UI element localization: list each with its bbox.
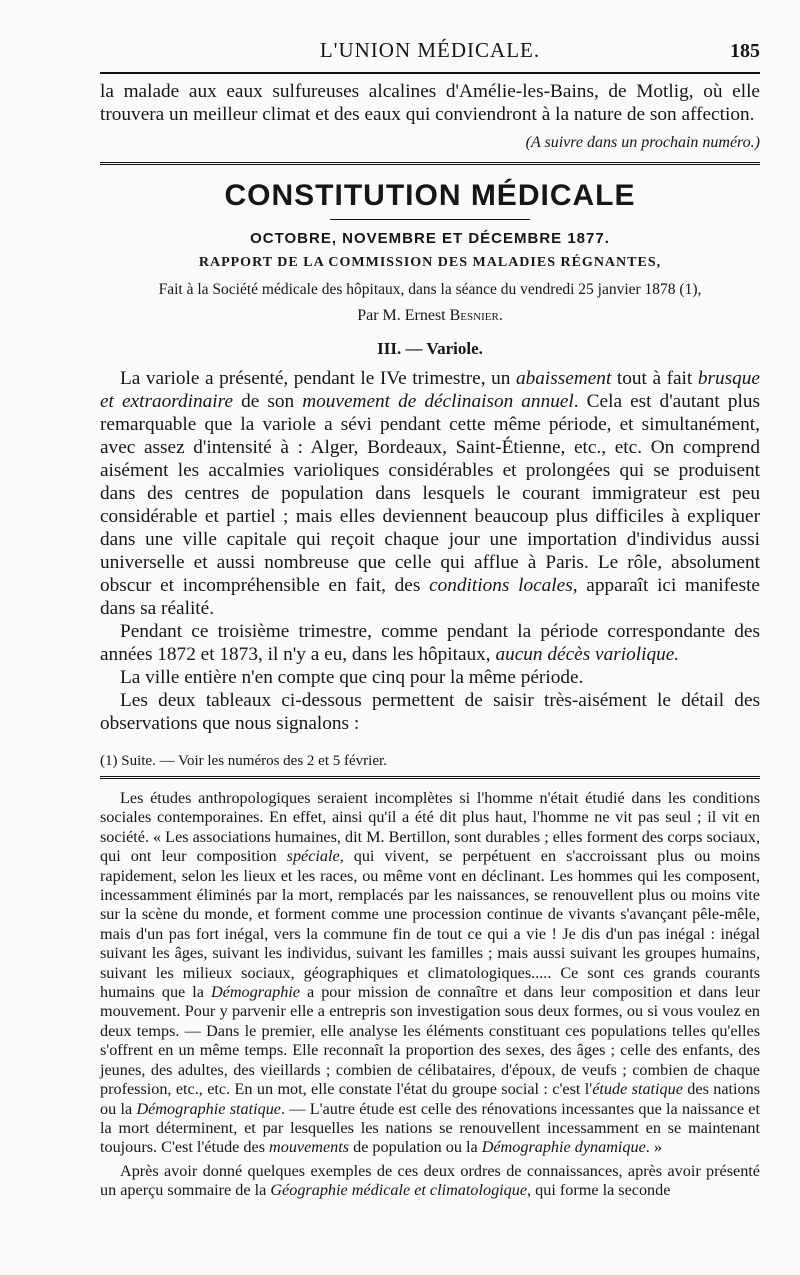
- article-title: CONSTITUTION MÉDICALE: [224, 179, 636, 212]
- feuilleton-paragraph-1: [100, 789, 760, 1158]
- text-run: , qui forme la seconde: [527, 1181, 671, 1200]
- emphasis: brusque et extraordinaire: [100, 368, 760, 412]
- emphasis: mouvement de déclinaison annuel: [302, 391, 574, 412]
- text-run: de population ou la: [349, 1138, 482, 1157]
- article-period: OCTOBRE, NOVEMBRE ET DÉCEMBRE 1877.: [250, 230, 610, 247]
- emphasis: Démographie statique: [136, 1099, 281, 1118]
- emphasis: conditions locales: [429, 575, 573, 596]
- emphasis: Démographie: [210, 983, 300, 1002]
- running-head: [100, 36, 760, 66]
- paragraph-variole-3: La ville entière n'en compte que cinq pour la même période.: [120, 667, 584, 688]
- article-separator: [100, 162, 760, 165]
- running-title: L'UNION MÉDICALE.: [319, 38, 541, 62]
- page-number: 185: [730, 40, 760, 62]
- to-be-continued-note: (A suivre dans un prochain numéro.): [525, 134, 760, 151]
- feuilleton-paragraph-2: [100, 1162, 760, 1201]
- report-heading: RAPPORT DE LA COMMISSION DES MALADIES RÉGNANTES,: [198, 255, 662, 270]
- emphasis: étude statique: [592, 1080, 683, 1099]
- feuilleton-separator: [100, 776, 760, 779]
- page: [100, 36, 760, 1201]
- text-run: . — L'autre étude est celle des rénovations incessantes que la naissance et la mort déterminent, et par lesquelles les nations se renouvellent incessamment en se maintenant toujours. C'est l'étude des: [100, 1099, 760, 1157]
- text-run: Les études anthropologiques seraient incomplètes si l'homme n'était étudié dans les conditions sociales contemporaines. En effet, ainsi qu'il a été dit plus haut, l'homme ne vit pas seul ; il vit en société. « Les associations humaines, dit M. Bertillon, sont durables ; elles forment des corps sociaux, qui ont leur composition: [100, 789, 760, 866]
- text-run: . »: [645, 1138, 662, 1157]
- text-run: . Cela est d'autant plus remarquable que la variole a sévi pendant cette même période, et simultanément, avec assez d'intensité à : Alger, Bordeaux, Saint-Étienne, etc., etc. On comprend aisément les accalmies varioliques considérables et prolongées qui se produisent dans des centres de population dans lesquels le courant immigrateur est peu considérable et partiel ; mais elles deviennent beaucoup plus difficiles à expliquer dans une ville capitale qui reçoit chaque jour une importation d'individus aussi universelle et aussi nombreuse que celle qui afflue à Paris. Le rôle, absolument obscur et incompréhensible en fait, des: [100, 391, 760, 596]
- session-line: Fait à la Société médicale des hôpitaux, dans la séance du vendredi 25 janvier 1878 (1),: [158, 281, 702, 298]
- text-run: a pour mission de connaître et dans leur composition et dans leur mouvement. Pour y parvenir elle a entrepris son investigation sous deux formes, ou si vous voulez en deux temps. — Dans le premier, elle analyse les éléments constituant ces populations telles qu'elles s'offrent en un même temps. Elle reconnaît la proportion des sexes, des âges ; celle des enfants, des jeunes, des adultes, des vieillards ; combien de célibataires, d'époux, de veufs ; combien de chaque profession, etc., etc. En un mot, elle constate l'état du groupe social : c'est l': [100, 983, 760, 1099]
- section-heading: III. — Variole.: [377, 339, 483, 358]
- text-run: tout à fait: [611, 368, 698, 389]
- text-run: Pendant ce troisième trimestre, comme pendant la période correspondante des années 1872 et 1873, il n'y a eu, dans les hôpitaux,: [100, 621, 760, 665]
- text-run: , apparaît ici manifeste dans sa réalité.: [100, 575, 760, 619]
- author-name: Besnier.: [449, 307, 503, 324]
- emphasis: aucun décès variolique.: [495, 644, 680, 665]
- author-line: [100, 307, 760, 325]
- emphasis: Géographie médicale et climatologique: [270, 1181, 528, 1200]
- previous-article-text: la malade aux eaux sulfureuses alcalines d'Amélie-les-Bains, de Motlig, où elle trouvera un meilleur climat et des eaux qui conviendront à la nature de son affection.: [100, 81, 760, 125]
- paragraph-variole-2: [100, 620, 760, 666]
- title-rule: [330, 219, 530, 220]
- header-rule: [100, 72, 760, 74]
- text-run: des nations ou la: [100, 1080, 761, 1118]
- text-run: de son: [233, 391, 303, 412]
- author-prefix: Par M. Ernest: [357, 307, 450, 324]
- emphasis: spéciale: [286, 847, 340, 866]
- emphasis: mouvements: [269, 1138, 350, 1157]
- paragraph-variole-1: [100, 367, 760, 620]
- paragraph-variole-4: Les deux tableaux ci-dessous permettent de saisir très-aisément le détail des observations que nous signalons :: [100, 690, 760, 734]
- text-run: Après avoir donné quelques exemples de ces deux ordres de connaissances, après avoir présenté un aperçu sommaire de la: [100, 1161, 760, 1200]
- text-run: La variole a présenté, pendant le IVe trimestre, un: [120, 368, 516, 389]
- text-run: , qui vivent, se perpétuent en s'accroissant plus ou moins rapidement, selon les lieux et les races, ou même vont en déclinant. Les hommes qui les composent, incessamment éliminés par la mort, remplacés par les naissances, se renouvellent plus ou moins vite sur la scène du monde, et forment comme une procession continue de vivants s'avançant pêle-mêle, mais d'un pas fort inégal, vers la commune fin de tout ce qui a vie ! Je dis d'un pas inégal : inégal suivant les âges, suivant les individus, suivant les familles ; mais aussi suivant les groupes humains, suivant les milieux sociaux, géographiques et climatologiques..... Ce sont ces grands courants humains que la: [100, 847, 760, 1002]
- footnote: (1) Suite. — Voir les numéros des 2 et 5 février.: [100, 753, 387, 769]
- emphasis: Démographie dynamique: [481, 1138, 646, 1157]
- emphasis: abaissement: [515, 368, 612, 389]
